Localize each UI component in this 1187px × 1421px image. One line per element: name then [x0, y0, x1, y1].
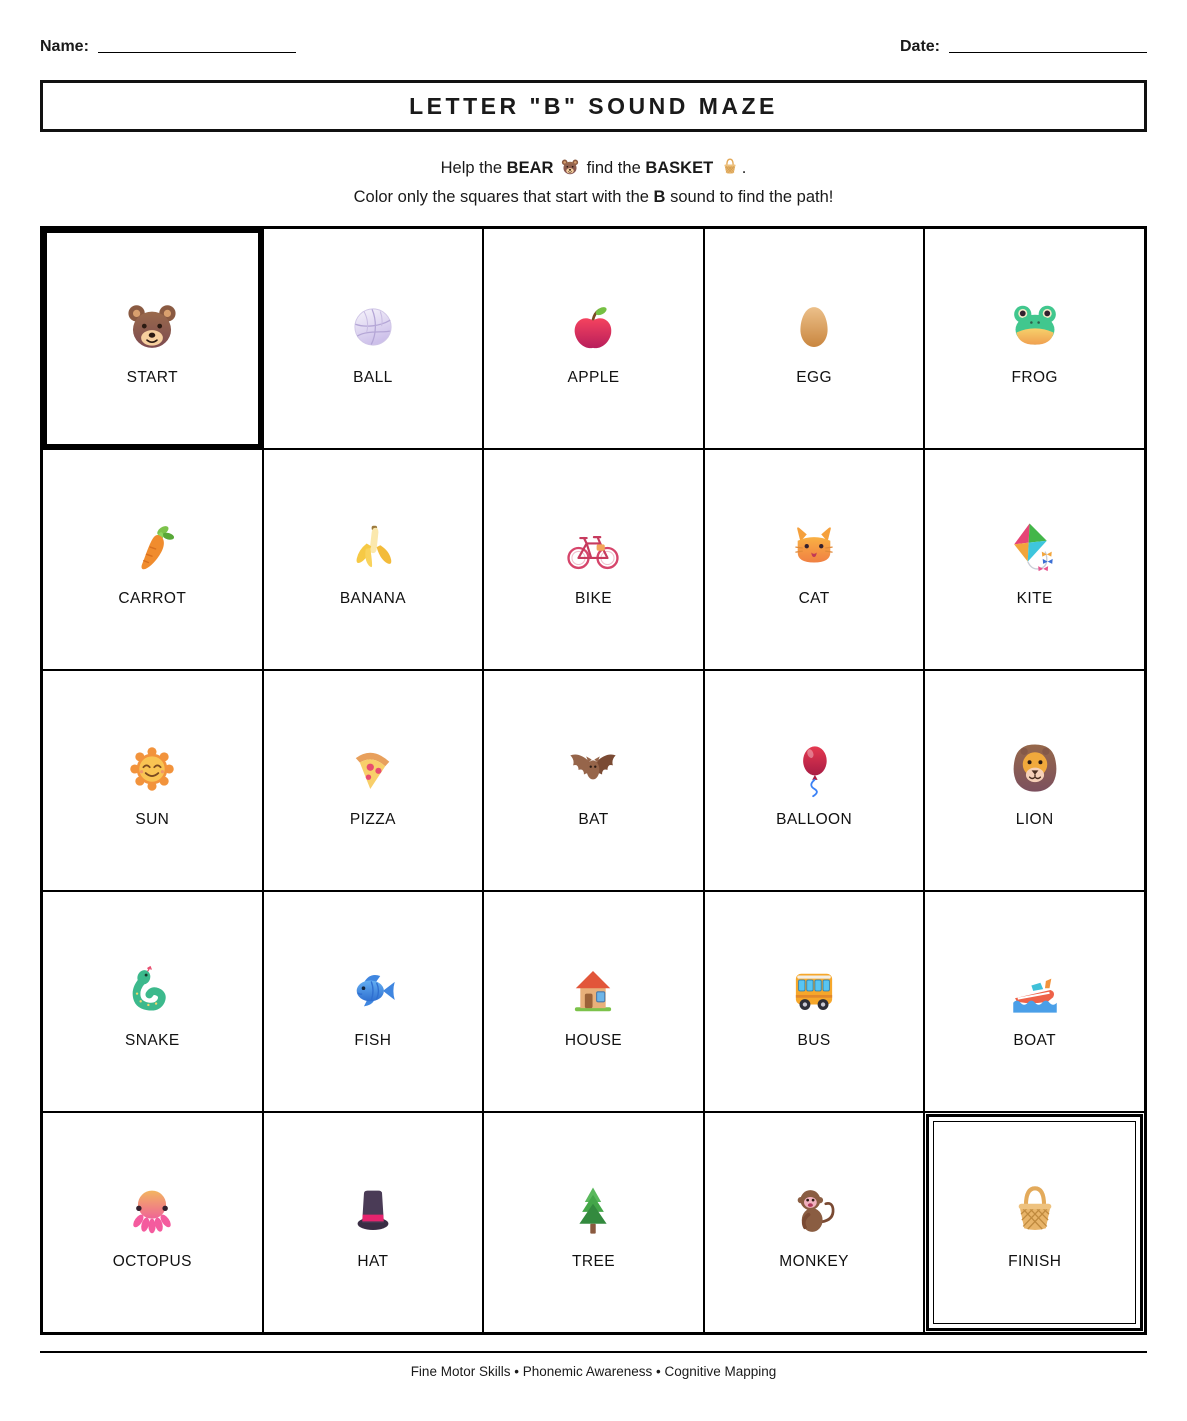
name-field-group — [40, 38, 296, 56]
date-line — [949, 52, 1147, 53]
grid-cell-pizza — [263, 670, 484, 891]
sun-icon — [123, 740, 181, 798]
maze-grid — [40, 226, 1147, 1335]
grid-cell-house — [483, 891, 704, 1112]
banana-icon — [344, 519, 402, 577]
boat-icon — [1006, 961, 1064, 1019]
grid-cell-hat — [263, 1112, 484, 1333]
grid-cell-cat — [704, 449, 925, 670]
grid-cell-finish — [924, 1112, 1145, 1333]
name-line — [98, 52, 296, 53]
grid-cell-snake — [42, 891, 263, 1112]
cell-label: TREE — [572, 1253, 615, 1270]
bat-icon — [564, 740, 622, 798]
top-hat-icon — [344, 1182, 402, 1240]
cell-label: BALL — [353, 369, 393, 386]
bicycle-icon — [564, 519, 622, 577]
tree-icon — [564, 1182, 622, 1240]
kite-icon — [1006, 519, 1064, 577]
date-label: Date: — [899, 38, 940, 55]
cell-label: START — [126, 369, 178, 386]
cell-label: FINISH — [1008, 1253, 1062, 1270]
grid-cell-bus — [704, 891, 925, 1112]
page-title: LETTER "B" SOUND MAZE — [409, 92, 778, 119]
header-row — [40, 0, 1147, 56]
grid-cell-frog — [924, 228, 1145, 449]
grid-cell-kite — [924, 449, 1145, 670]
title-box — [40, 80, 1147, 132]
fish-icon — [344, 961, 402, 1019]
cell-label: HOUSE — [564, 1032, 623, 1049]
cell-label: BIKE — [575, 590, 612, 607]
lion-icon — [1006, 740, 1064, 798]
grid-cell-bat — [483, 670, 704, 891]
grid-cell-balloon — [704, 670, 925, 891]
cell-label: HAT — [357, 1253, 389, 1270]
grid-cell-fish — [263, 891, 484, 1112]
basket-emoji-icon — [720, 157, 740, 177]
instructions-line1: Help the BEAR find the BASKET . — [440, 159, 747, 177]
cell-label: EGG — [796, 369, 832, 386]
cell-label: KITE — [1016, 590, 1053, 607]
pizza-icon — [344, 740, 402, 798]
grid-cell-octopus — [42, 1112, 263, 1333]
grid-cell-banana — [263, 449, 484, 670]
cell-label: OCTOPUS — [112, 1253, 192, 1270]
grid-cell-carrot — [42, 449, 263, 670]
grid-cell-lion — [924, 670, 1145, 891]
cell-label: FISH — [354, 1032, 392, 1049]
basket-icon — [1006, 1182, 1064, 1240]
cell-label: PIZZA — [349, 811, 396, 828]
cell-label: APPLE — [567, 369, 620, 386]
name-label: Name: — [40, 38, 89, 55]
cell-label: BUS — [797, 1032, 831, 1049]
cell-label: LION — [1015, 811, 1054, 828]
grid-cell-monkey — [704, 1112, 925, 1333]
grid-cell-ball — [263, 228, 484, 449]
balloon-icon — [785, 740, 843, 798]
house-icon — [564, 961, 622, 1019]
cell-label: CARROT — [118, 590, 187, 607]
grid-cell-apple — [483, 228, 704, 449]
cell-label: BANANA — [339, 590, 406, 607]
bus-icon — [785, 961, 843, 1019]
cell-label: FROG — [1011, 369, 1058, 386]
apple-icon — [564, 298, 622, 356]
egg-icon — [785, 298, 843, 356]
carrot-icon — [123, 519, 181, 577]
cell-label: CAT — [798, 590, 830, 607]
cell-label: BAT — [578, 811, 609, 828]
octopus-icon — [123, 1182, 181, 1240]
cell-label: MONKEY — [779, 1253, 849, 1270]
monkey-icon — [785, 1182, 843, 1240]
date-field-group — [900, 38, 1147, 56]
snake-icon — [123, 961, 181, 1019]
footer-divider — [40, 1351, 1147, 1353]
instructions-line2: Color only the squares that start with the B sound to find the path! — [353, 188, 834, 206]
grid-cell-bike — [483, 449, 704, 670]
grid-cell-sun — [42, 670, 263, 891]
footer-text: Fine Motor Skills • Phonemic Awareness • Cognitive Mapping — [410, 1364, 777, 1379]
cell-label: SUN — [135, 811, 170, 828]
grid-cell-start — [42, 228, 263, 449]
volleyball-icon — [344, 298, 402, 356]
cell-label: BALLOON — [776, 811, 853, 828]
cell-label: SNAKE — [125, 1032, 180, 1049]
cell-label: BOAT — [1013, 1032, 1057, 1049]
cat-icon — [785, 519, 843, 577]
grid-cell-egg — [704, 228, 925, 449]
instructions — [40, 154, 1147, 212]
grid-cell-tree — [483, 1112, 704, 1333]
frog-icon — [1006, 298, 1064, 356]
bear-icon — [123, 298, 181, 356]
grid-cell-boat — [924, 891, 1145, 1112]
bear-emoji-icon — [560, 157, 580, 177]
